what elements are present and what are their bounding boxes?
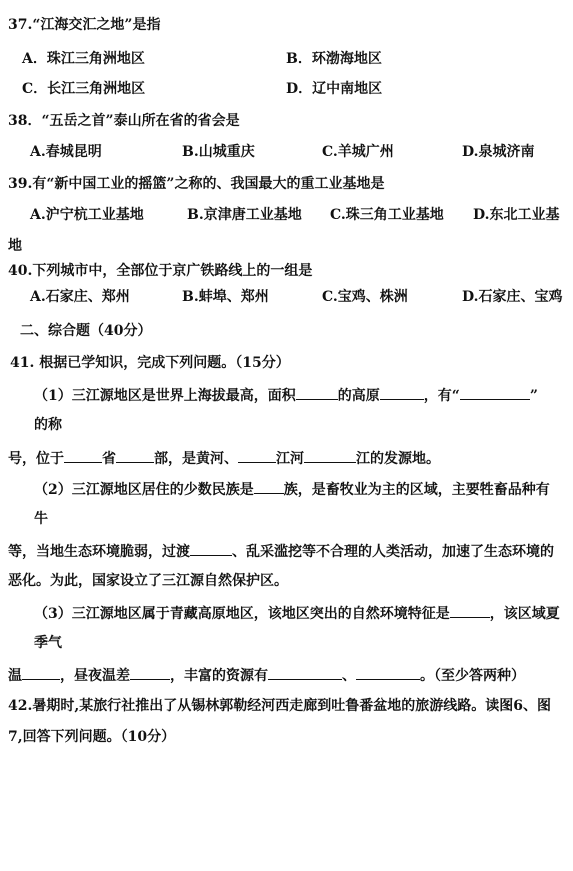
q41-part3-line1: （3）三江源地区属于青藏高原地区，该地区突出的自然环境特征是 ，该区域夏 bbox=[34, 603, 560, 623]
q40-option-b: B.蚌埠、郑州 bbox=[182, 289, 269, 305]
q41-part3-line3: 温 ，昼夜温差 ，丰富的资源有 、 。（至少答两种） bbox=[8, 665, 525, 685]
q38-option-b: B.山城重庆 bbox=[182, 144, 255, 160]
q41-part2-line1: （2）三江源地区居住的少数民族是 族，是畜牧业为主的区域，主要牲畜品种有 bbox=[34, 479, 550, 499]
q42-line2: 7,回答下列问题。（10分） bbox=[8, 729, 176, 745]
q38-stem: 38．“五岳之首”泰山所在省的省会是 bbox=[8, 113, 240, 129]
q41-part1-line2: 的称 bbox=[34, 417, 62, 433]
answer-blank[interactable] bbox=[356, 665, 420, 680]
answer-blank[interactable] bbox=[130, 665, 170, 680]
q37-option-b: B．环渤海地区 bbox=[286, 51, 382, 67]
q37-option-c: C．长江三角洲地区 bbox=[22, 81, 146, 97]
q39-option-b: B.京津唐工业基地 bbox=[187, 207, 302, 223]
q40-stem: 40.下列城市中，全部位于京广铁路线上的一组是 bbox=[8, 263, 313, 279]
q37-stem: 37.“江海交汇之地”是指 bbox=[8, 17, 161, 33]
answer-blank[interactable] bbox=[304, 448, 356, 463]
answer-blank[interactable] bbox=[254, 479, 284, 494]
q39-option-d: D.东北工业基 bbox=[473, 207, 560, 223]
section-heading: 二、综合题（40分） bbox=[20, 323, 152, 339]
answer-blank[interactable] bbox=[238, 448, 276, 463]
answer-blank[interactable] bbox=[116, 448, 154, 463]
answer-blank[interactable] bbox=[22, 665, 60, 680]
q39-stem: 39.有“新中国工业的摇篮”之称的、我国最大的重工业基地是 bbox=[8, 176, 385, 192]
q41-part1-line1: （1）三江源地区是世界上海拔最高，面积 的高原 ，有“ ” bbox=[34, 385, 538, 405]
q40-option-a: A.石家庄、郑州 bbox=[30, 289, 130, 305]
q42-line1: 42.暑期时,某旅行社推出了从锡林郭勒经河西走廊到吐鲁番盆地的旅游线路。读图6、图 bbox=[8, 698, 551, 714]
answer-blank[interactable] bbox=[450, 603, 490, 618]
answer-blank[interactable] bbox=[460, 385, 530, 400]
q38-option-c: C.羊城广州 bbox=[322, 144, 394, 160]
answer-blank[interactable] bbox=[64, 448, 102, 463]
q41-stem: 41. 根据已学知识，完成下列问题。（15分） bbox=[10, 355, 290, 371]
q41-part1-line3: 号，位于 省 部，是黄河、 江河 江的发源地。 bbox=[8, 448, 440, 468]
q41-part2-line4: 恶化。为此，国家设立了三江源自然保护区。 bbox=[8, 573, 288, 589]
q41-part3-line2: 季气 bbox=[34, 635, 62, 651]
q39-option-c: C.珠三角工业基地 bbox=[330, 207, 444, 223]
answer-blank[interactable] bbox=[296, 385, 338, 400]
q38-option-d: D.泉城济南 bbox=[462, 144, 535, 160]
q39-option-d-continued: 地 bbox=[8, 238, 22, 254]
q37-option-a: A．珠江三角洲地区 bbox=[22, 51, 145, 67]
q39-option-a: A.沪宁杭工业基地 bbox=[30, 207, 144, 223]
answer-blank[interactable] bbox=[380, 385, 424, 400]
q41-part2-line3: 等，当地生态环境脆弱，过渡 、乱采滥挖等不合理的人类活动，加速了生态环境的 bbox=[8, 541, 554, 561]
q40-option-c: C.宝鸡、株洲 bbox=[322, 289, 408, 305]
q38-option-a: A.春城昆明 bbox=[30, 144, 102, 160]
q40-option-d: D.石家庄、宝鸡 bbox=[462, 289, 563, 305]
q37-option-d: D．辽中南地区 bbox=[286, 81, 383, 97]
answer-blank[interactable] bbox=[190, 541, 232, 556]
q41-part2-line2: 牛 bbox=[34, 511, 48, 527]
answer-blank[interactable] bbox=[268, 665, 342, 680]
